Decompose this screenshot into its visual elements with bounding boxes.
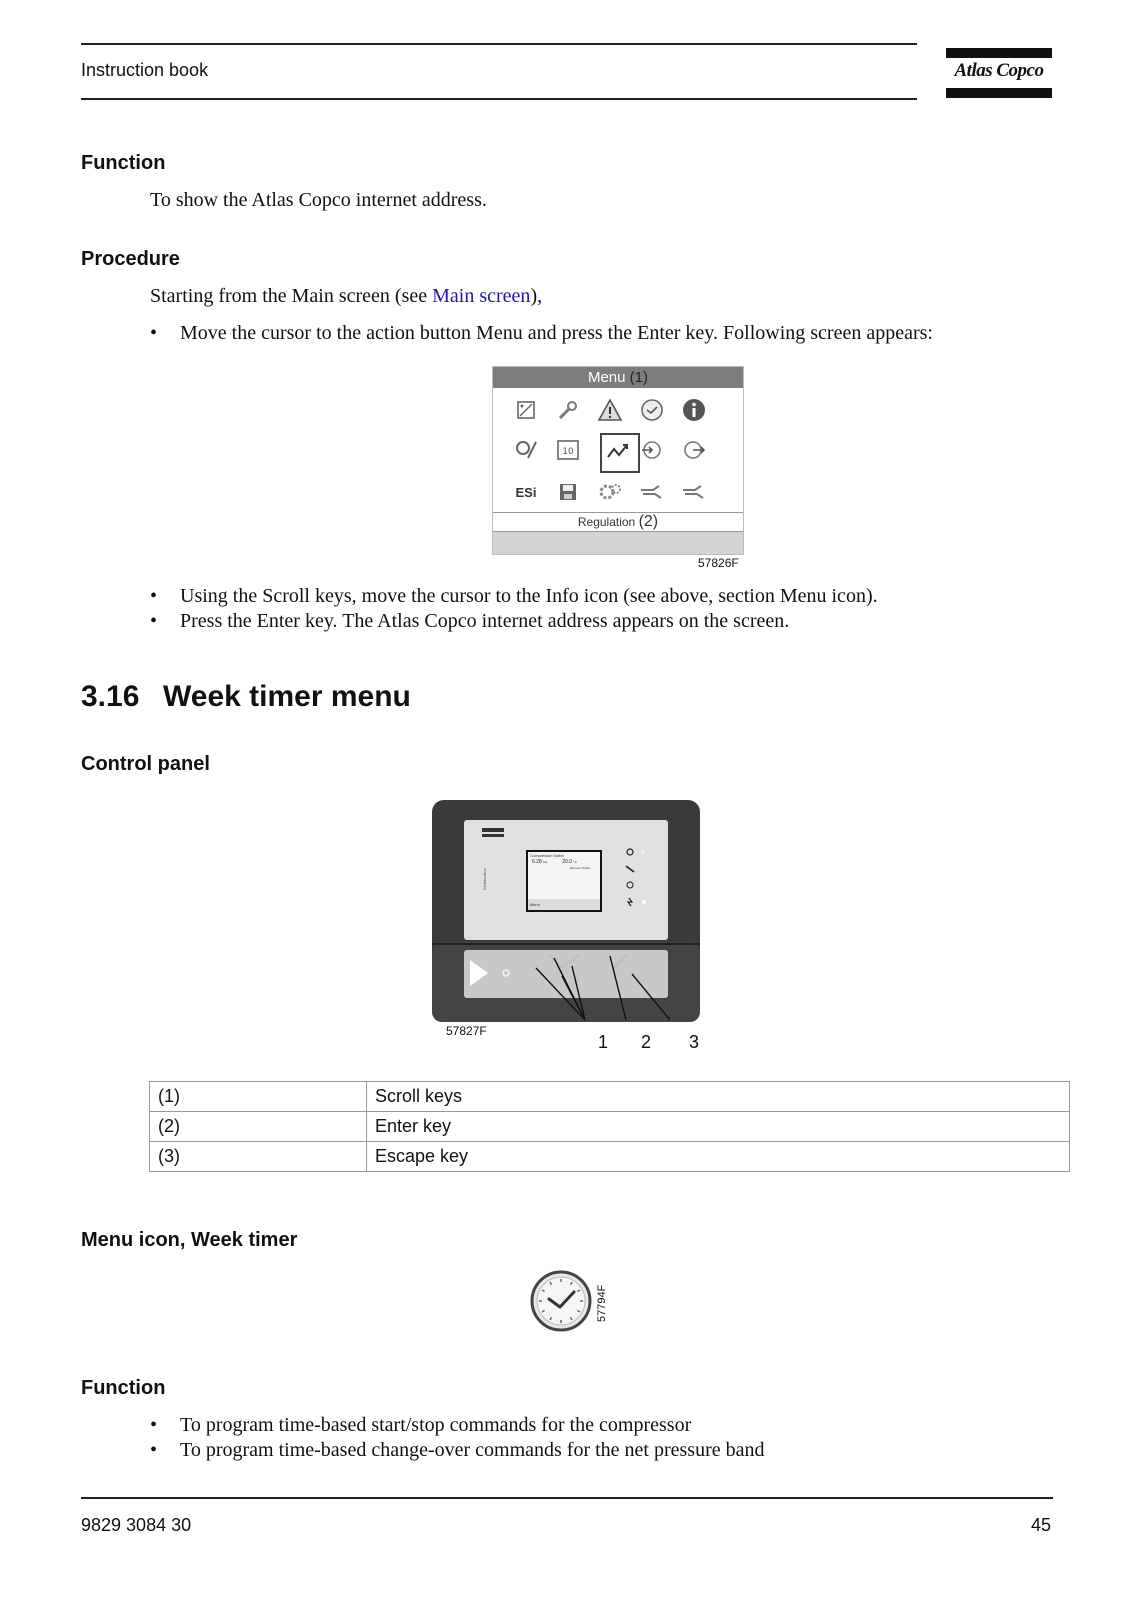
bullet-symbol: •: [150, 322, 158, 344]
control-panel-figure: [430, 798, 714, 1048]
procedure-intro-after: ),: [530, 285, 543, 307]
parts-table: [149, 1081, 1070, 1172]
section-title: Week timer menu: [163, 680, 411, 713]
warning-icon: [595, 395, 625, 425]
section-heading: [81, 680, 411, 714]
bullet-symbol: •: [150, 610, 158, 632]
service-icon: [511, 435, 541, 465]
bullet-symbol: •: [150, 585, 158, 607]
menu-screen-figure: [492, 366, 744, 555]
callout-2: 2: [641, 1032, 652, 1052]
atlas-copco-logo: [946, 48, 1052, 100]
panel-screen-line-2: Element Outlet: [570, 866, 590, 870]
main-screen-link[interactable]: Main screen: [432, 285, 531, 307]
panel-screen-unit-1: bar: [543, 860, 548, 864]
table-row: [150, 1142, 1070, 1172]
header-book-title: Instruction book: [81, 60, 209, 80]
menu-figure-code: 57826F: [698, 556, 739, 570]
table-cell-ref: (1): [150, 1082, 367, 1112]
menu-status-bar: [493, 512, 743, 532]
info-icon: [679, 395, 709, 425]
procedure-intro: [150, 285, 542, 308]
control-panel-figure-code: 57827F: [446, 1024, 487, 1038]
clock-figure-code: 57794F: [596, 1284, 608, 1322]
panel-screen-value-2: 20.0: [562, 859, 572, 865]
procedure-bullet-2-text: Using the Scroll keys, move the cursor to the Info icon (see above, section Menu icon).: [180, 585, 878, 607]
panel-screen-line-1: Compressor Outlet: [530, 853, 564, 858]
menu-icon-heading: Menu icon, Week timer: [81, 1229, 298, 1251]
table-cell-label: Escape key: [367, 1142, 1070, 1172]
panel-screen-value-1: 6.28: [532, 859, 542, 865]
save-icon: [553, 477, 583, 507]
table-row: [150, 1112, 1070, 1142]
bullet-symbol: •: [150, 1414, 158, 1436]
callout-3: 3: [689, 1032, 700, 1052]
panel-screen-readout: [532, 859, 577, 865]
hand-icon-2: [679, 477, 709, 507]
menu-title-callout: (1): [629, 369, 649, 386]
panel-side-text: Elektronikon: [482, 867, 487, 890]
regulation-icon: [603, 437, 633, 467]
function-bullet-2-text: To program time-based change-over commands for the net pressure band: [180, 1439, 765, 1461]
wrench-icon: [553, 395, 583, 425]
header-bottom-rule: [81, 98, 917, 100]
footer-page-number: 45: [1031, 1515, 1052, 1535]
procedure-intro-before: Starting from the Main screen (see: [150, 285, 433, 307]
output-icon: [679, 435, 709, 465]
input-icon: [637, 435, 667, 465]
function-text: To show the Atlas Copco internet address.: [150, 189, 487, 211]
image-icon: [511, 395, 541, 425]
week-timer-clock-icon: [529, 1269, 593, 1333]
section-number: 3.16: [81, 680, 140, 713]
function-heading: Function: [81, 152, 166, 174]
table-row: [150, 1082, 1070, 1112]
menu-footer-bar: [493, 532, 743, 554]
menu-title-text: Menu: [587, 369, 626, 386]
callout-1: 1: [598, 1032, 609, 1052]
table-cell-label: Scroll keys: [367, 1082, 1070, 1112]
procedure-bullet-3-text: Press the Enter key. The Atlas Copco internet address appears on the screen.: [180, 610, 790, 632]
procedure-heading: Procedure: [81, 248, 180, 270]
logo-text: Atlas Copco: [954, 60, 1044, 81]
function-2-heading: Function: [81, 1377, 166, 1399]
header-top-rule: [81, 43, 917, 45]
esi-icon: ESi: [515, 484, 537, 500]
footer-rule: [81, 1497, 1053, 1499]
procedure-bullet-1-text: Move the cursor to the action button Menu and press the Enter key. Following screen appears:: [180, 322, 933, 344]
procedure-bullet-3: [150, 610, 789, 633]
function-bullet-1: [150, 1414, 691, 1437]
footer-doc-number: 9829 3084 30: [81, 1515, 192, 1535]
function-bullet-2: [150, 1439, 765, 1462]
bullet-symbol: •: [150, 1439, 158, 1461]
panel-screen-unit-2: °C: [573, 860, 577, 864]
control-panel-heading: Control panel: [81, 753, 210, 775]
clock-icon: [637, 395, 667, 425]
svg-text:10: 10: [562, 447, 574, 457]
table-cell-ref: (3): [150, 1142, 367, 1172]
function-bullet-1-text: To program time-based start/stop commands for the compressor: [180, 1414, 692, 1436]
procedure-bullet-2: [150, 585, 878, 608]
menu-status-label: Regulation: [577, 515, 636, 529]
menu-title-bar: [493, 367, 743, 388]
panel-screen-menu: Menu: [530, 902, 541, 907]
hand-icon: [637, 477, 667, 507]
procedure-bullet-1: [150, 322, 933, 345]
table-cell-label: Enter key: [367, 1112, 1070, 1142]
counter-icon: [553, 435, 583, 465]
table-cell-ref: (2): [150, 1112, 367, 1142]
menu-status-callout: (2): [638, 513, 659, 530]
settings-icon: [595, 477, 625, 507]
